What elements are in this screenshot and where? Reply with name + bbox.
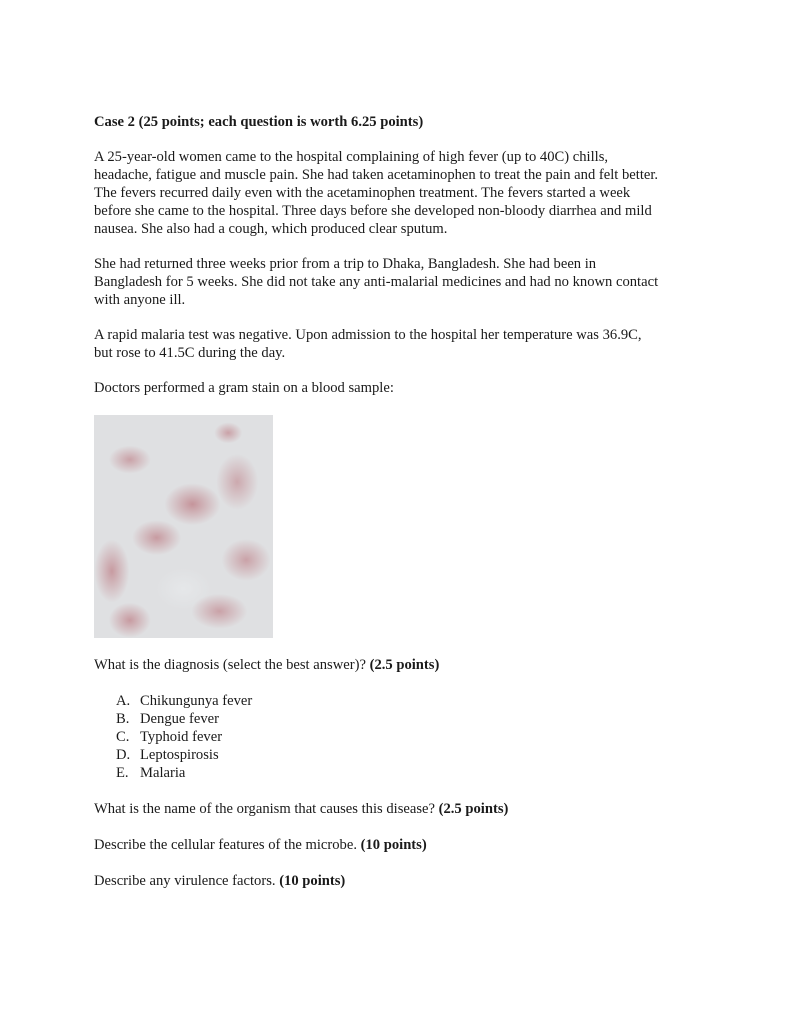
text-line: headache, fatigue and muscle pain. She had taken acetaminophen to treat the pain and felt better.: [94, 167, 659, 183]
option-letter: D.: [116, 747, 131, 763]
question-text: What is the diagnosis (select the best answer)?: [94, 657, 370, 673]
text-line: A 25-year-old women came to the hospital complaining of high fever (up to 40C) chills,: [94, 149, 609, 165]
option-a: [116, 692, 252, 710]
option-letter: B.: [116, 711, 130, 727]
text-line: Bangladesh for 5 weeks. She did not take any anti-malarial medicines and had no known contact: [94, 274, 659, 290]
text-line: The fevers recurred daily even with the acetaminophen treatment. The fevers started a week: [94, 185, 631, 201]
option-letter: E.: [116, 765, 129, 781]
question-points: (2.5 points): [369, 657, 440, 673]
option-e: [116, 764, 185, 782]
question-text: Describe the cellular features of the microbe.: [94, 837, 361, 853]
text-line: nausea. She also had a cough, which produced clear sputum.: [94, 221, 448, 237]
question-virulence-factors: [94, 872, 345, 890]
question-text: What is the name of the organism that causes this disease?: [94, 801, 439, 817]
option-label: Dengue fever: [140, 711, 220, 727]
text-line: with anyone ill.: [94, 292, 186, 308]
question-diagnosis: [94, 656, 439, 674]
question-cellular-features: [94, 836, 427, 854]
option-label: Leptospirosis: [140, 747, 219, 763]
question-points: (2.5 points): [438, 801, 509, 817]
option-label: Chikungunya fever: [140, 693, 253, 709]
question-organism: [94, 800, 508, 818]
gram-stain-image: [94, 415, 273, 638]
option-letter: C.: [116, 729, 130, 745]
option-c: [116, 728, 222, 746]
case-title: Case 2 (25 points; each question is worth 6.25 points): [94, 114, 424, 130]
question-text: Describe any virulence factors.: [94, 873, 280, 889]
gram-stain-intro: Doctors performed a gram stain on a blood sample:: [94, 380, 394, 396]
option-b: [116, 710, 219, 728]
text-line: but rose to 41.5C during the day.: [94, 345, 286, 361]
option-letter: A.: [116, 693, 131, 709]
option-label: Typhoid fever: [140, 729, 223, 745]
text-line: before she came to the hospital. Three days before she developed non-bloody diarrhea and mild: [94, 203, 652, 219]
question-points: (10 points): [360, 837, 427, 853]
option-label: Malaria: [140, 765, 186, 781]
text-line: She had returned three weeks prior from a trip to Dhaka, Bangladesh. She had been in: [94, 256, 597, 272]
text-line: A rapid malaria test was negative. Upon admission to the hospital her temperature was 36.9C,: [94, 327, 642, 343]
question-points: (10 points): [279, 873, 346, 889]
option-d: [116, 746, 219, 764]
